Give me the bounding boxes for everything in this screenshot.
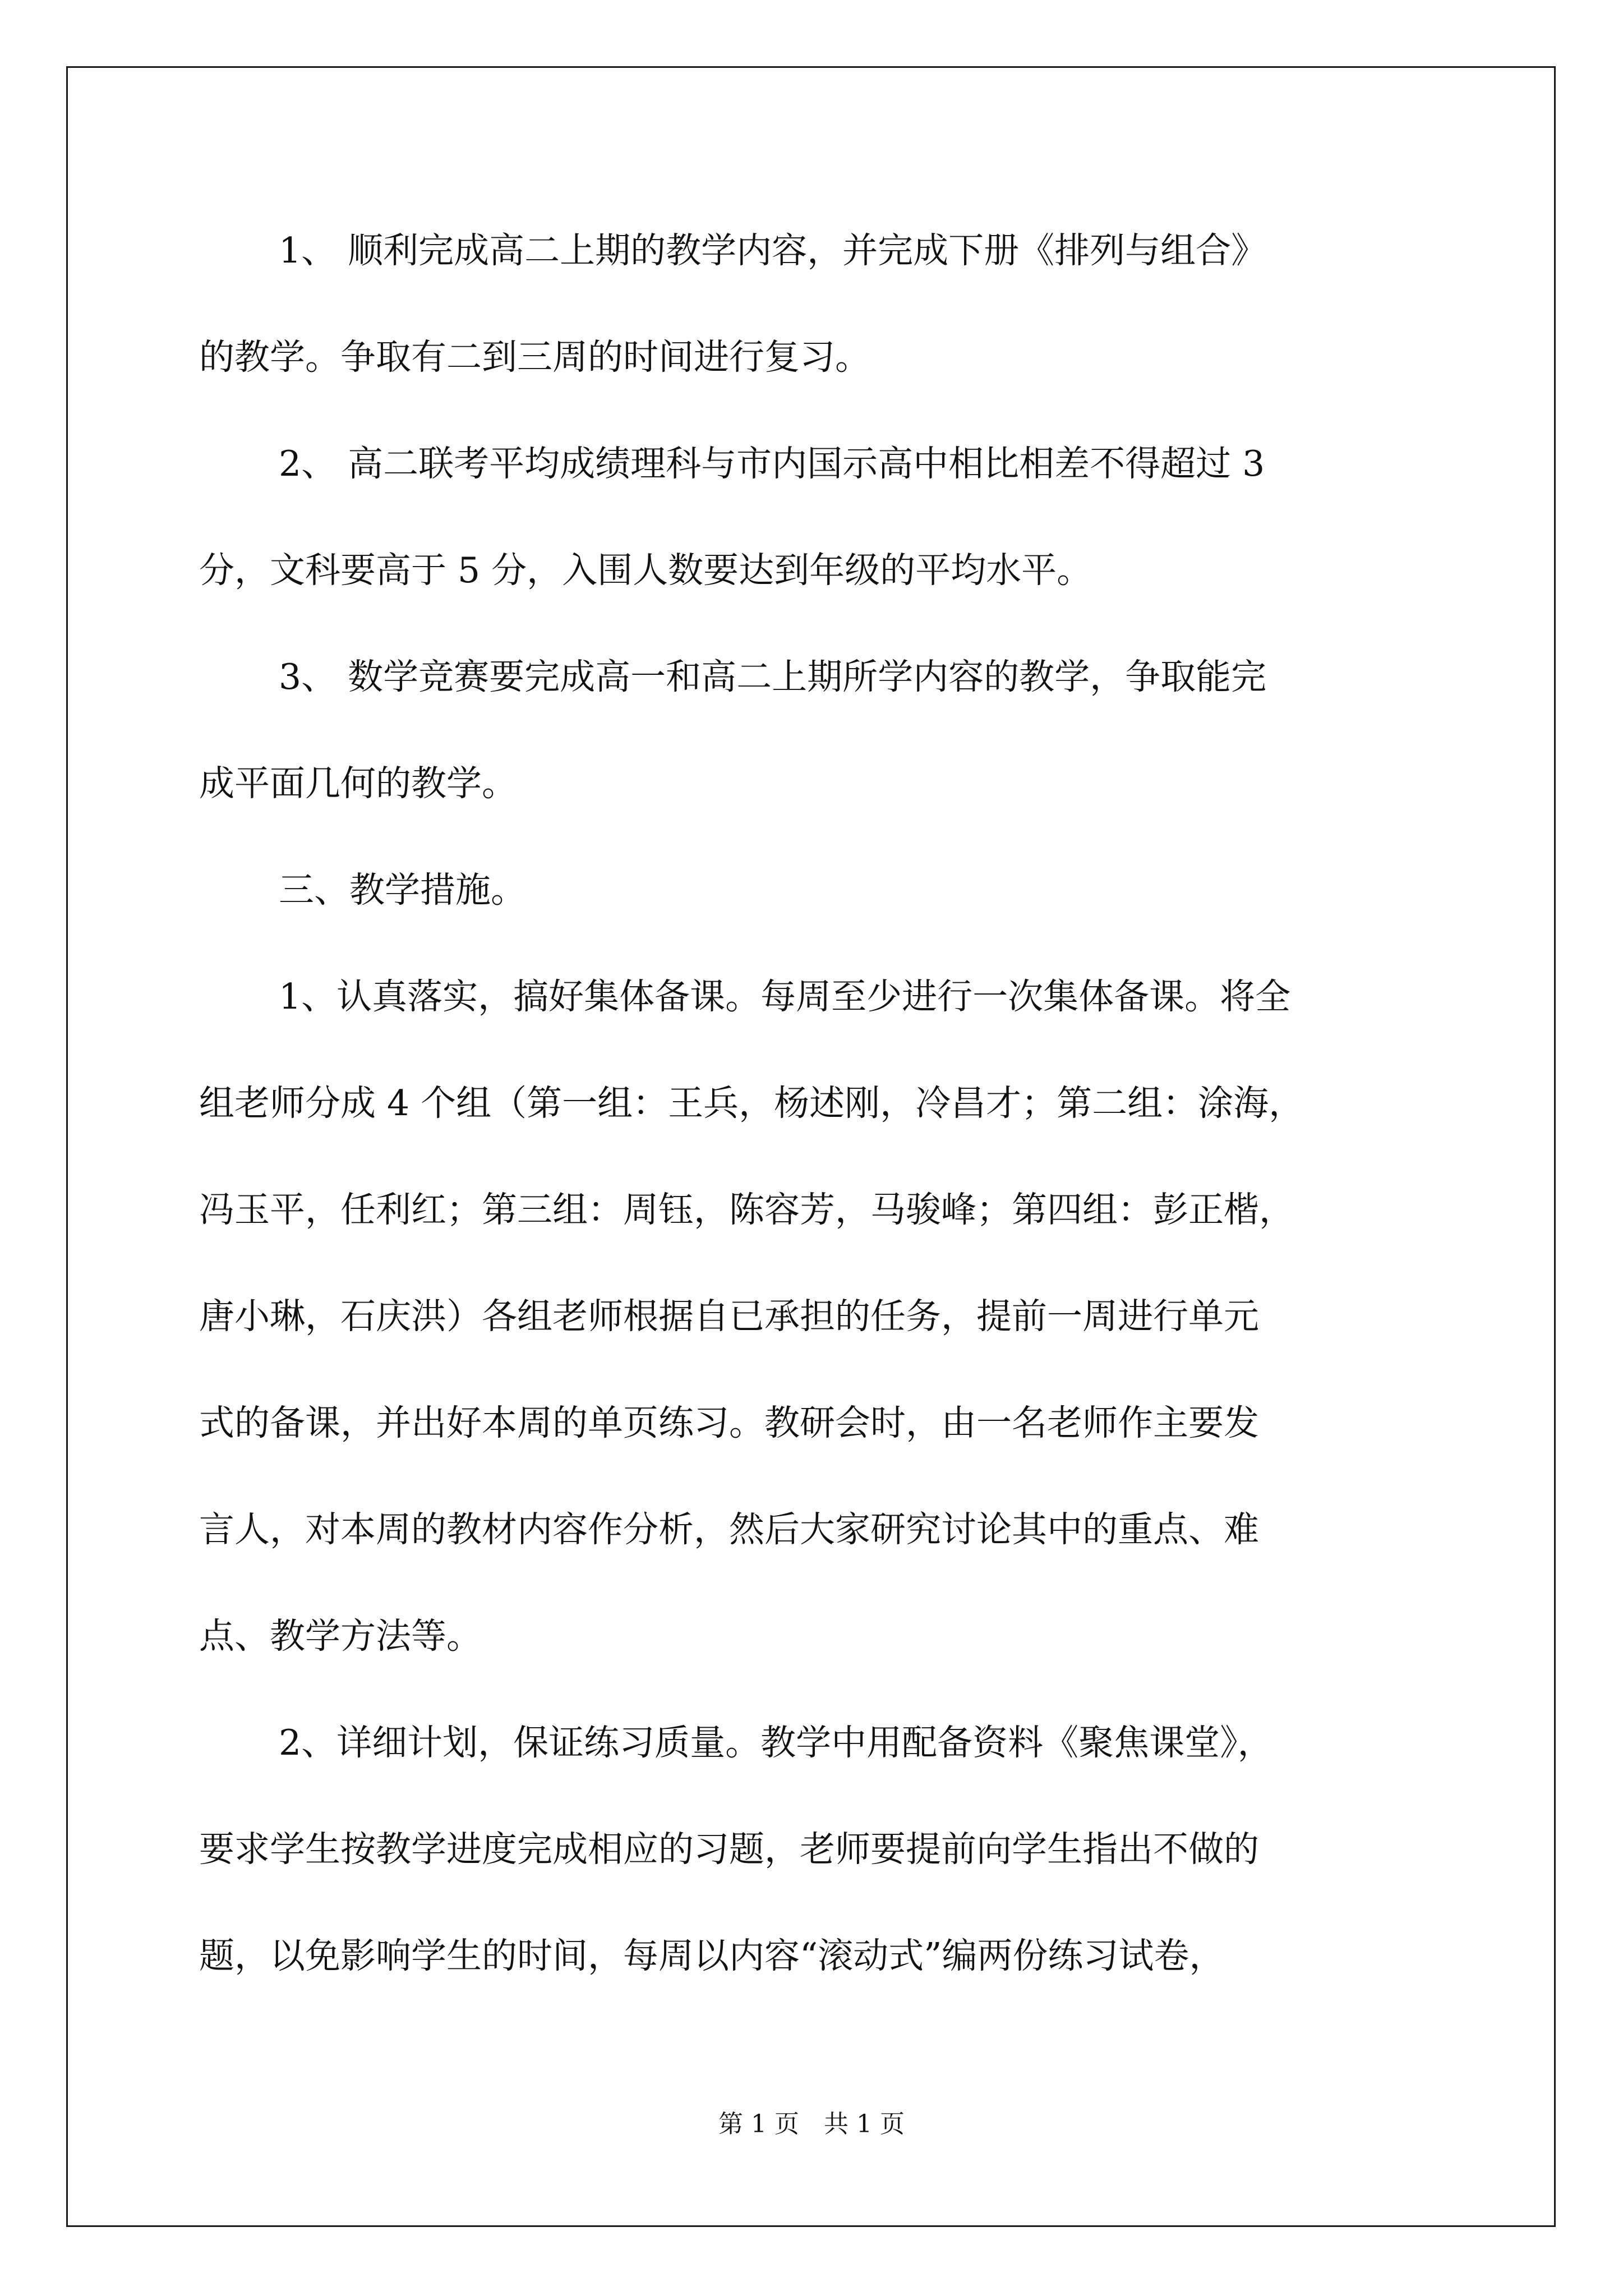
text-line: 分，文科要高于 5 分，入围人数要达到年级的平均水平。	[199, 550, 1092, 591]
text-line: 2、详细计划，保证练习质量。教学中用配备资料《聚焦课堂》，	[279, 1722, 1273, 1763]
text-line: 要求学生按教学进度完成相应的习题，老师要提前向学生指出不做的	[199, 1829, 1259, 1870]
text-line: 的教学。争取有二到三周的时间进行复习。	[199, 337, 870, 378]
text-line: 1、 顺利完成高二上期的教学内容，并完成下册《排列与组合》	[279, 230, 1267, 271]
page-number-footer: 第 1 页 共 1 页	[718, 2110, 905, 2138]
text-line: 3、 数学竞赛要完成高一和高二上期所学内容的教学，争取能完	[279, 656, 1267, 697]
text-line: 1、认真落实，搞好集体备课。每周至少进行一次集体备课。将全	[279, 976, 1291, 1017]
section-heading: 三、教学措施。	[279, 869, 526, 910]
text-line: 言人，对本周的教材内容作分析，然后大家研究讨论其中的重点、难	[199, 1509, 1259, 1550]
page-border	[66, 66, 1556, 2227]
text-line: 冯玉平，任利红；第三组：周钰，陈容芳，马骏峰；第四组：彭正楷，	[199, 1189, 1294, 1230]
text-line: 成平面几何的教学。	[199, 763, 517, 804]
text-line: 式的备课，并出好本周的单页练习。教研会时，由一名老师作主要发	[199, 1402, 1259, 1443]
text-line: 点、教学方法等。	[199, 1616, 482, 1657]
text-line: 2、 高二联考平均成绩理科与市内国示高中相比相差不得超过 3	[279, 443, 1265, 484]
text-line: 唐小琳，石庆洪）各组老师根据自已承担的任务，提前一周进行单元	[199, 1296, 1259, 1337]
text-line: 组老师分成 4 个组（第一组：王兵，杨述刚，冷昌才；第二组：涂海，	[199, 1083, 1304, 1124]
text-line: 题，以免影响学生的时间，每周以内容“滚动式”编两份练习试卷，	[199, 1935, 1225, 1976]
